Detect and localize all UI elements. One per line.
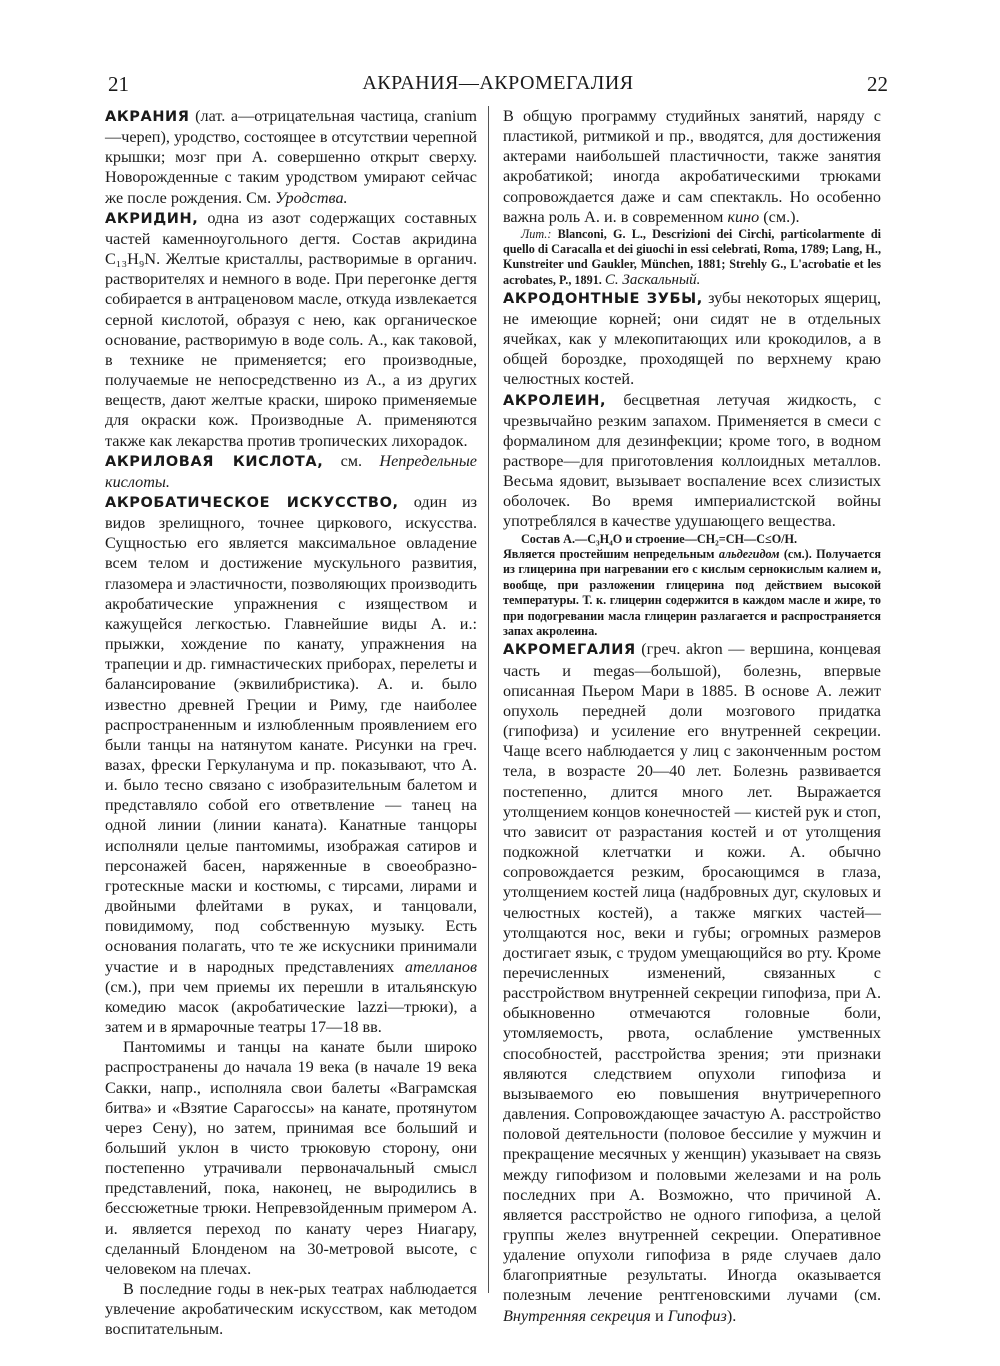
article-text: зубы некоторых ящериц, не имеющие корней; они сидят не в отдельных ячейках, как у млекопитающих или крокодилов, а в общей бороздке, проходящей по верхнему краю челюстных костей.: [503, 288, 882, 389]
headword-akrolein: АКРОЛЕИН,: [503, 392, 607, 409]
article-text: (см.).: [759, 207, 800, 226]
cross-reference: Уродства.: [275, 188, 348, 207]
small-print-note: [503, 547, 881, 639]
headword-akromegaliya: АКРОМЕГАЛИЯ: [503, 642, 636, 659]
left-column: [105, 106, 477, 1340]
headword-akridin: АКРИДИН,: [105, 210, 199, 227]
article-text: (см.), при чем приемы их перешли в итальянскую комедию масок (акробатические lazzi—трюки), а затем и в ярмарочные театры 17—18 вв.: [105, 977, 477, 1037]
literature-note: [503, 227, 881, 288]
literature-label: Лит.:: [521, 226, 552, 241]
article-text: ).: [726, 1306, 737, 1325]
article-text: В общую программу студийных занятий, наряду с пластикой, ритмикой и пр., вводятся, для достижения актерами наибольшей пластичности, также занятия акробатикой; иногда акробатическими трюками сопровождается даже и сам спектакль. Но особенно важна роль А. и. в современном: [503, 107, 881, 226]
article-text: (греч. akron — вершина, концевая часть и megas—большой), болезнь, впервые описанная Пьером Мари в 1885. В основе А. лежит опухоль передней доли мозгового придатка (гипофиза) и усиление его внутренней секреции. Чаще всего наблюдается у лиц с законченным ростом тела, в возрасте 20—40 лет. Болезнь развивается постепенно, длится много лет. Выражается утолщением концов конечностей — кистей рук и стоп, что зависит от разрастания костей и от утолщения подкожной клетчатки и кожи. А. обычно сопровождается резким, бросающимся в глаза, утолщением костей лица (надбровных дуг, скуловых и челюстных костей), а также мягких частей—утолщаются нос, веки и губы; огромных размеров достигает язык, с трудом умещающийся во рту. Кроме перечисленных изменений, связанных с расстройством внутренней секреции гипофиза, при А. обыкновенно отмечаются головные боли, утомляемость, рвота, ослабление умственных способностей, расстройства зрения; эти признаки являются следствием опухоли гипофиза и вызываемого ею повышения внутричерепного давления. Сопровождающее зачастую А. расстройство половой деятельности (половое бессилие у мужчин и прекращение месячных у женщин) указывает на связь между гипофизом и половыми железами и на роль последних при А. Возможно, что причиной А. является расстройство не одного гипофиза, а целой группы желез внутренней секреции. Оперативное удаление опухоли гипофиза в ряде случаев дало благоприятные результаты. Иногда оказывается полезным лечение рентгеновскими лучами (см.: [503, 640, 882, 1305]
article-akrilovaya: [105, 451, 477, 492]
page-number-right: 22: [867, 72, 888, 96]
author-signature: С. Заскальный.: [604, 271, 701, 288]
running-header: [108, 72, 888, 100]
article-text: см.: [340, 451, 380, 470]
literature-text: Blanconi, G. L., Descrizioni dei Circhi, particolarmente di quello di Caracalla et dei giuochi in essi celebrati, Roma, 1789; Lang, H., Kunstreiter und Gaukler, München, 1881; Strehly G., L'acrobatie et les acrobates, P., 1891.: [503, 226, 881, 287]
headword-akrobat: АКРОБАТИЧЕСКОЕ ИСКУССТВО,: [105, 494, 399, 511]
article-text: и: [650, 1306, 668, 1325]
small-text: Является простейшим непредельным: [503, 547, 719, 562]
right-column: [503, 106, 881, 1326]
paragraph: Пантомимы и танцы на канате были широко распространены до начала 19 века (в начале 19 века Сакки, напр., исполняла свои балеты «Ваграмская битва» и «Взятие Сарагоссы» на канате, протянутом через Сену), но затем, принимая все больший и больший уклон в чисто трюковую сторону, они постепенно утрачивали первоначальный смысл представлений, пока, наконец, не выродились в бессюжетные трюки. Непревзойденным примером А. и. является переход по канату через Ниагару, сделанный Блонденом на 30-метровой высоте, с человеком на плечах.: [105, 1038, 477, 1278]
article-akrobat: [105, 492, 477, 1037]
cross-reference: ателланов: [404, 957, 477, 976]
cross-reference: альдегидом: [718, 547, 780, 562]
cross-reference: Непредельные кислоты.: [105, 451, 477, 491]
cross-reference: Гипофиз: [667, 1306, 727, 1325]
page-number-left: 21: [108, 72, 129, 96]
headword-akrilovaya: АКРИЛОВАЯ КИСЛОТА,: [105, 453, 324, 470]
column-divider: [488, 106, 489, 1293]
headword-akrodont: АКРОДОНТНЫЕ ЗУБЫ,: [503, 290, 703, 307]
headword-akraniya: АКРАНИЯ: [105, 109, 190, 125]
small-text: (см.). Получается из глицерина при нагревании его с кислым сернокислым калием и, вообще, при разложении глицерина под действием высокой температуры. Т. к. глицерин содержится в каждом масле и жире, то при подогревании масла глицерин разлагается и распространяется запах акролеина.: [503, 547, 882, 639]
article-akrodont: [503, 288, 881, 390]
article-text: один из видов зрелищного, точнее циркового, искусства. Сущностью его является максимальное овладение всем телом и достижение мускульного развития, глазомера и эластичности, позволяющих производить акробатические упражнения с изяществом и кажущейся легкостью. Главнейшие виды А. и.: прыжки, хождение по канату, упражнения на трапеции и др. гимнастических приборах, перелеты и балансирование (эквилибристика). А. и. было известно древней Греции и Риму, где наиболее распространенным и излюбленным проявлением его были танцы на натянутом канате. Рисунки на греч. вазах, фрески Геркуланума и пр. показывают, что А. и. было тесно связано с изобразительным балетом и представляло собой его ответвление — танец на одной линии (линии каната). Канатные танцоры исполняли целые пантомимы, изображая сатиров и персонажей басен, наряженные в своеобразно-гротескные маски и костюмы, с тирсами, лирами и двойными флейтами в руках, и танцовали, повидимому, под собственную музыку. Есть основания полагать, что те же искусники принимали участие и в народных представлениях: [105, 492, 478, 976]
cross-reference: кино: [727, 207, 760, 226]
article-text: одна из азот содержащих составных частей каменноугольного дегтя. Состав акридина C₁₃H₉N. Желтые кристаллы, растворимые в органич. растворителях и немного в воде. При перегонке дегтя собирается в антраценовом масле, откуда извлекается серной кислотой, образуя с нею, как органическое основание, растворимую в воде соль. А., как таковой, в технике не применяется; его производные, получаемые не непосредственно из А., а из других веществ, дают желтые краски, широко применяемые для окраски кож. Производные А. применяются также как лекарства против тропических лихорадок.: [105, 208, 477, 450]
chemical-formula: Состав А.—C₃H₄O и строение—CH₂=CH—C≤O/H.: [521, 531, 798, 546]
article-text: (лат. a—отрицательная частица, cranium—череп), уродство, состоящее в отсутствии черепной крышки; мозг при А. совершенно открыт сверху. Новорожденные с таким уродством умирают сейчас же после рождения. См.: [105, 107, 478, 207]
article-akrolein: [503, 390, 881, 532]
article-akromegaliya: [503, 639, 881, 1325]
article-akridin: [105, 208, 477, 451]
article-akraniya: [105, 106, 477, 208]
article-akrobat-continued: [503, 106, 881, 227]
article-text: бесцветная летучая жидкость, с чрезвычайно резким запахом. Применяется в смеси с формалином для дезинфекции; кроме того, в водном растворе—для приготовления коллоидных металлов. Весьма ядовит, вызывает воспаление всех слизистых оболочек. Во время империалистской войны употреблялся в качестве удушающего вещества.: [503, 390, 881, 531]
paragraph: В последние годы в нек-рых театрах наблюдается увлечение акробатическим искусством, как методом воспитательным.: [105, 1280, 477, 1339]
cross-reference: Внутренняя секреция: [503, 1306, 651, 1325]
running-title: АКРАНИЯ—АКРОМЕГАЛИЯ: [362, 72, 634, 94]
